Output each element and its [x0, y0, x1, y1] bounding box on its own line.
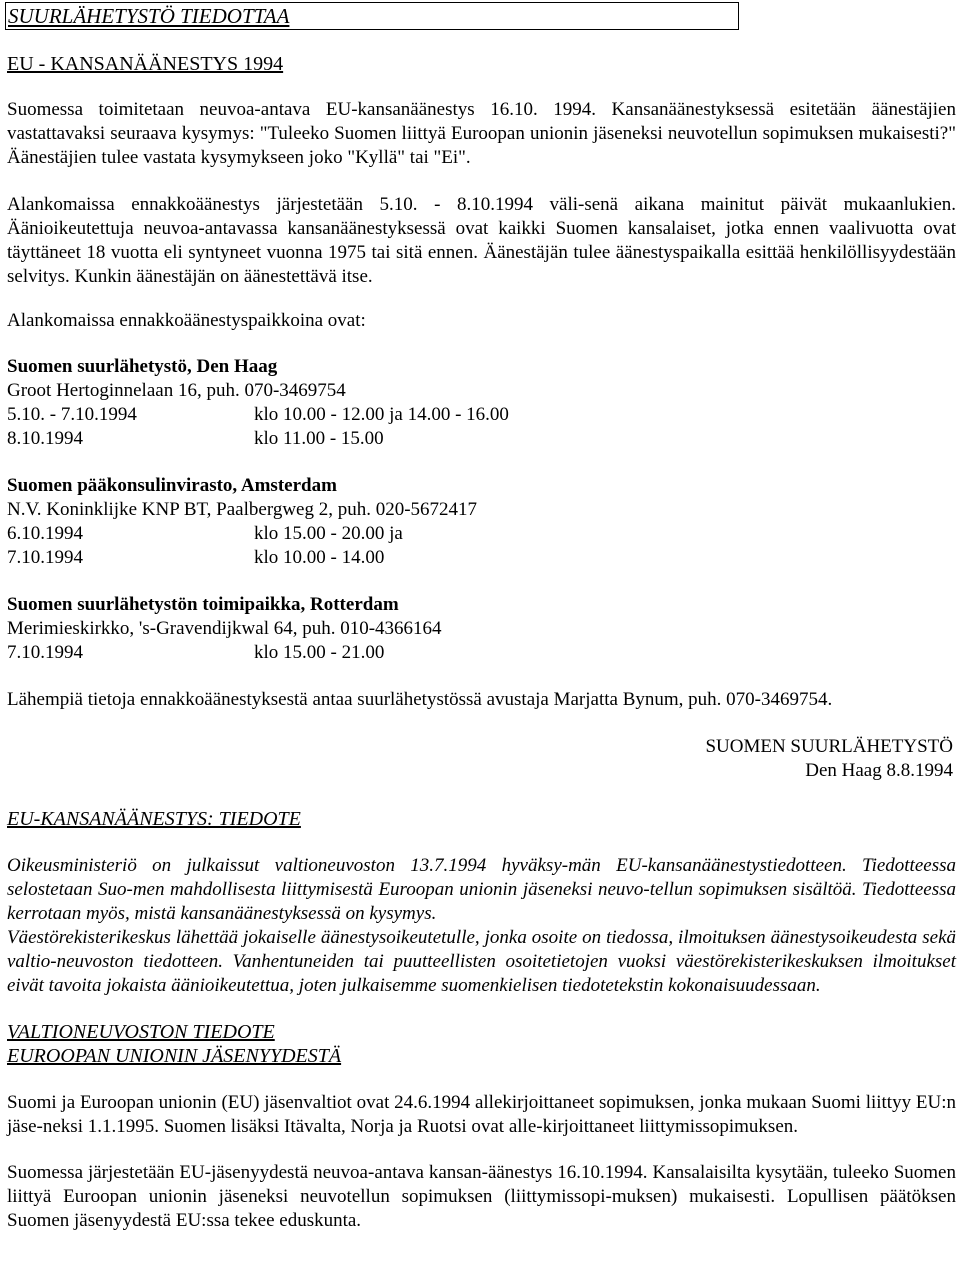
location-name: Suomen suurlähetystön toimipaikka, Rotterdam: [7, 594, 399, 615]
header-box-title: SUURLÄHETYSTÖ TIEDOTTAA: [5, 2, 739, 30]
eu-notice-heading: EU-KANSANÄÄNESTYS: TIEDOTE: [7, 808, 301, 830]
eu-notice-paragraph: Väestörekisterikeskus lähettää jokaiselle äänestysoikeutetulle, jonka osoite on tiedossa, ilmoituksen äänestysoikeudesta sekä valtio-neuvoston tiedotteen. Vanhentuneiden tai puutteellisten osoitetietojen vuoksi väestörekisterikeskuksen ilmoitukset eivät tavoita jokaista äänioikeutettua, joten julkaisemme suomenkielisen tiedotetekstin kokonaisuudessaan.: [7, 927, 956, 996]
location-name: Suomen suurlähetystö, Den Haag: [7, 356, 278, 377]
govt-notice-paragraph: Suomi ja Euroopan unionin (EU) jäsenvaltiot ovat 24.6.1994 allekirjoittaneet sopimuksen, jonka mukaan Suomi liittyy EU:n jäse-neksi 1.1.1995. Suomen lisäksi Itävalta, Norja ja Ruotsi ovat alle-kirjoittaneet liittymissopimuksen.: [7, 1092, 956, 1137]
signature-place-date: Den Haag 8.8.1994: [805, 760, 953, 781]
location-address: Merimieskirkko, 's-Gravendijkwal 64, puh. 010-4366164: [7, 618, 442, 639]
location-name: Suomen pääkonsulinvirasto, Amsterdam: [7, 475, 337, 496]
govt-notice-heading: VALTIONEUVOSTON TIEDOTE: [7, 1021, 275, 1043]
time-hours: klo 15.00 - 20.00 ja: [254, 523, 403, 544]
time-date: 7.10.1994: [7, 547, 83, 568]
main-heading: EU - KANSANÄÄNESTYS 1994: [7, 53, 284, 75]
advance-voting-paragraph: Alankomaissa ennakkoäänestys järjestetään 5.10. - 8.10.1994 väli-senä aikana mainitut päivät mukaanlukien. Äänioikeutettuja neuvoa-antavassa kansanäänestyksessä ovat kaikki Suomen kansalaiset, jotka ennen vaalivuotta ovat täyttäneet 18 vuotta eli syntyneet vuonna 1975 tai sitä ennen. Äänestäjän tulee äänestyspaikalla esittää henkilöllisyydestään selvitys. Kunkin äänestäjän on äänestettävä itse.: [7, 194, 956, 287]
time-hours: klo 11.00 - 15.00: [254, 428, 384, 449]
location-amsterdam: [7, 474, 956, 570]
location-address: N.V. Koninklijke KNP BT, Paalbergweg 2, puh. 020-5672417: [7, 499, 478, 520]
time-date: 8.10.1994: [7, 428, 83, 449]
location-den-haag: [7, 355, 956, 451]
contact-paragraph: Lähempiä tietoja ennakkoäänestyksestä antaa suurlähetystössä avustaja Marjatta Bynum, puh. 070-3469754.: [7, 689, 833, 710]
location-rotterdam: [7, 593, 956, 665]
signature-block: [7, 735, 956, 783]
time-hours: klo 10.00 - 12.00 ja 14.00 - 16.00: [254, 404, 509, 425]
time-row: [7, 522, 956, 546]
eu-notice-paragraph: Oikeusministeriö on julkaissut valtioneuvoston 13.7.1994 hyväksy-män EU-kansanäänestystiedotteen. Tiedotteessa selostetaan Suo-men mahdollisesta liittymisestä Euroopan unionin jäseneksi neuvo-tellun sopimuksen sisältöä. Tiedotteessa kerrotaan myös, mistä kansanäänestyksessä on kysymys.: [7, 855, 956, 924]
time-date: 6.10.1994: [7, 523, 83, 544]
time-row: [7, 427, 956, 451]
time-row: [7, 641, 956, 665]
time-date: 7.10.1994: [7, 642, 83, 663]
govt-notice-subheading: EUROOPAN UNIONIN JÄSENYYDESTÄ: [7, 1045, 342, 1067]
document-page: [7, 2, 956, 1233]
govt-notice-paragraph: Suomessa järjestetään EU-jäsenyydestä neuvoa-antava kansan-äänestys 16.10.1994. Kansalaisilta kysytään, tuleeko Suomen liittyä Euroopan unionin jäseneksi neuvotellun sopimuksen (liittymissopi-muksen) mukaisesti. Lopullisen päätöksen Suomen jäsenyydestä EU:ssa tekee eduskunta.: [7, 1162, 956, 1231]
time-row: [7, 403, 956, 427]
signature-org: SUOMEN SUURLÄHETYSTÖ: [705, 736, 953, 757]
locations-intro: Alankomaissa ennakkoäänestyspaikkoina ovat:: [7, 310, 366, 331]
time-hours: klo 10.00 - 14.00: [254, 547, 385, 568]
location-address: Groot Hertoginnelaan 16, puh. 070-3469754: [7, 380, 346, 401]
eu-notice-body: [7, 854, 956, 998]
intro-paragraph: Suomessa toimitetaan neuvoa-antava EU-kansanäänestys 16.10. 1994. Kansanäänestyksessä esitetään äänestäjien vastattavaksi seuraava kysymys: "Tuleeko Suomen liittyä Euroopan unionin jäseneksi neuvotellun sopimuksen mukaisesti?" Äänestäjien tulee vastata kysymykseen joko "Kyllä" tai "Ei".: [7, 99, 956, 168]
time-date: 5.10. - 7.10.1994: [7, 404, 137, 425]
time-hours: klo 15.00 - 21.00: [254, 642, 385, 663]
time-row: [7, 546, 956, 570]
